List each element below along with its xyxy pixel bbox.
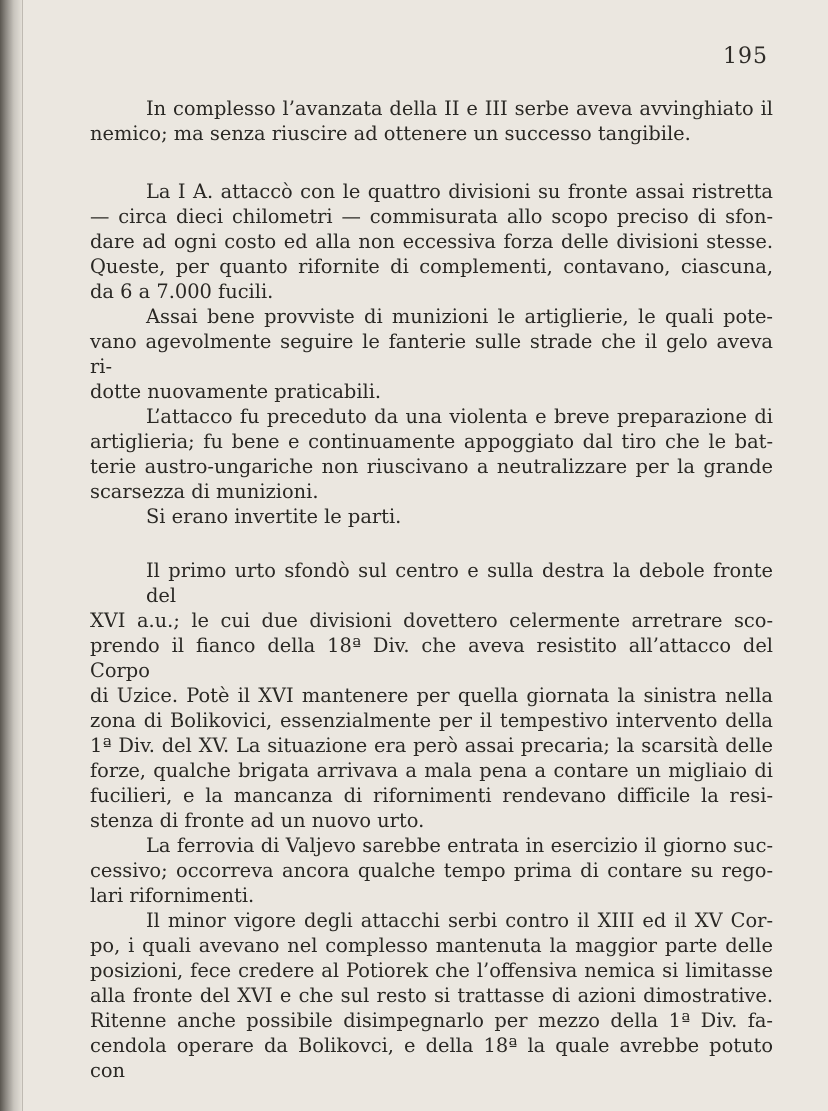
text-line: vano agevolmente seguire le fanterie sulle strade che il gelo aveva ri- xyxy=(90,330,773,378)
text-line: Si erano invertite le parti. xyxy=(146,505,402,528)
paragraph xyxy=(90,179,773,304)
text-line: La ferrovia di Valjevo sarebbe entrata in esercizio il giorno suc- xyxy=(146,834,773,857)
text-line: dare ad ogni costo ed alla non eccessiva forza delle divisioni stesse. xyxy=(90,230,773,253)
text-line: Il primo urto sfondò sul centro e sulla destra la debole fronte del xyxy=(146,559,773,607)
text-line: dotte nuovamente praticabili. xyxy=(90,380,382,403)
text-line: terie austro-ungariche non riuscivano a neutralizzare per la grande xyxy=(90,455,773,478)
text-line: Assai bene provviste di munizioni le artiglierie, le quali pote- xyxy=(146,305,773,328)
text-line: 1ª Div. del XV. La situazione era però assai precaria; la scarsità delle xyxy=(90,734,773,757)
page-number: 195 xyxy=(723,44,768,69)
paragraph xyxy=(90,304,773,404)
text-line: posizioni, fece credere al Potiorek che l’offensiva nemica si limitasse xyxy=(90,959,773,982)
text-line: cessivo; occorreva ancora qualche tempo prima di contare su rego- xyxy=(90,859,773,882)
text-line: prendo il fianco della 18ª Div. che aveva resistito all’attacco del Corpo xyxy=(90,634,773,682)
paragraph xyxy=(90,833,773,908)
text-line: po, i quali avevano nel complesso mantenuta la maggior parte delle xyxy=(90,934,773,957)
text-line: artiglieria; fu bene e continuamente appoggiato dal tiro che le bat- xyxy=(90,430,773,453)
text-line: stenza di fronte ad un nuovo urto. xyxy=(90,809,425,832)
text-line: nemico; ma senza riuscire ad ottenere un successo tangibile. xyxy=(90,122,691,145)
page-body-text xyxy=(90,96,773,1083)
text-line: — circa dieci chilometri — commisurata allo scopo preciso di sfon- xyxy=(90,205,773,228)
paragraph xyxy=(90,908,773,1083)
text-line: forze, qualche brigata arrivava a mala pena a contare un migliaio di xyxy=(90,759,773,782)
book-binding-shadow xyxy=(0,0,22,1111)
paragraph xyxy=(90,404,773,504)
text-line: fucilieri, e la mancanza di rifornimenti rendevano difficile la resi- xyxy=(90,784,773,807)
text-line: alla fronte del XVI e che sul resto si trattasse di azioni dimostrative. xyxy=(90,984,773,1007)
page-gutter-line xyxy=(22,0,23,1111)
text-line: di Uzice. Potè il XVI mantenere per quella giornata la sinistra nella xyxy=(90,684,773,707)
paragraph xyxy=(90,558,773,833)
text-line: cendola operare da Bolikovci, e della 18ª la quale avrebbe potuto con xyxy=(90,1034,773,1082)
paragraph xyxy=(90,96,773,146)
paragraph xyxy=(90,504,773,529)
text-line: La I A. attaccò con le quattro divisioni su fronte assai ristretta xyxy=(146,180,773,203)
text-line: In complesso l’avanzata della II e III serbe aveva avvinghiato il xyxy=(146,97,773,120)
text-line: Ritenne anche possibile disimpegnarlo per mezzo della 1ª Div. fa- xyxy=(90,1009,773,1032)
text-line: lari rifornimenti. xyxy=(90,884,255,907)
text-line: Queste, per quanto rifornite di complementi, contavano, ciascuna, xyxy=(90,255,773,278)
text-line: zona di Bolikovici, essenzialmente per il tempestivo intervento della xyxy=(90,709,773,732)
text-line: L’attacco fu preceduto da una violenta e breve preparazione di xyxy=(146,405,773,428)
text-line: XVI a.u.; le cui due divisioni dovettero celermente arretrare sco- xyxy=(90,609,773,632)
text-line: da 6 a 7.000 fucili. xyxy=(90,280,274,303)
text-line: scarsezza di munizioni. xyxy=(90,480,319,503)
text-line: Il minor vigore degli attacchi serbi contro il XIII ed il XV Cor- xyxy=(146,909,773,932)
